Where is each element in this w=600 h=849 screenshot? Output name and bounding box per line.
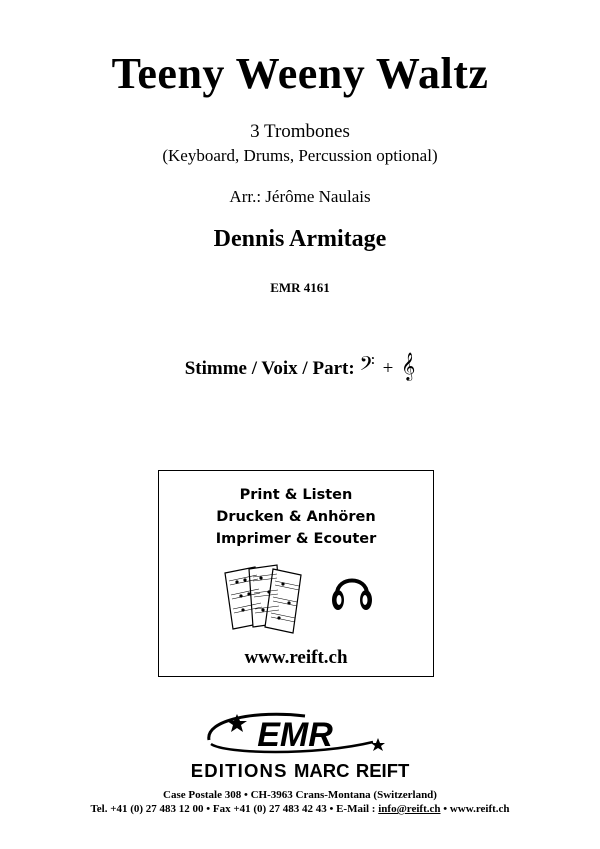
composer: Dennis Armitage	[213, 226, 387, 252]
publisher-contact	[0, 803, 600, 815]
logo-text: EMR	[257, 716, 333, 754]
publisher-reift: REIFT	[355, 760, 410, 781]
arranger: Arr.: Jérôme Naulais	[229, 187, 371, 206]
website-link[interactable]: www.reift.ch	[244, 647, 348, 668]
email-link[interactable]: info@reift.ch	[378, 803, 441, 815]
treble-clef-icon: 𝄞	[401, 352, 416, 380]
contact-phone-fax: Tel. +41 (0) 27 483 12 00 • Fax +41 (0) 27 483 42 43 • E-Mail :	[90, 803, 376, 815]
publisher-name	[0, 760, 600, 782]
publisher-editions: EDITIONS	[190, 760, 288, 781]
optional-instruments: (Keyboard, Drums, Percussion optional)	[162, 146, 438, 165]
promo-line-english: Print & Listen	[239, 487, 353, 503]
part-text: Stimme / Voix / Part:	[184, 358, 355, 379]
plus-sign: +	[382, 358, 394, 379]
publisher-address: Case Postale 308 • CH-3963 Crans-Montana (Switzerland)	[163, 789, 437, 801]
piece-title: Teeny Weeny Waltz	[111, 49, 489, 98]
bass-clef-icon: 𝄢	[359, 352, 375, 380]
contact-website: • www.reift.ch	[443, 803, 510, 815]
promo-line-german: Drucken & Anhören	[216, 509, 376, 525]
sheet-music-icon	[219, 563, 309, 635]
emr-logo	[195, 708, 395, 760]
instrumentation: 3 Trombones	[250, 121, 350, 142]
part-label	[0, 352, 600, 380]
promo-line-french: Imprimer & Ecouter	[215, 531, 377, 547]
print-listen-box	[158, 470, 434, 677]
headphones-icon	[329, 566, 375, 618]
catalog-number: EMR 4161	[270, 280, 330, 295]
publisher-marc: MARC	[294, 760, 350, 781]
